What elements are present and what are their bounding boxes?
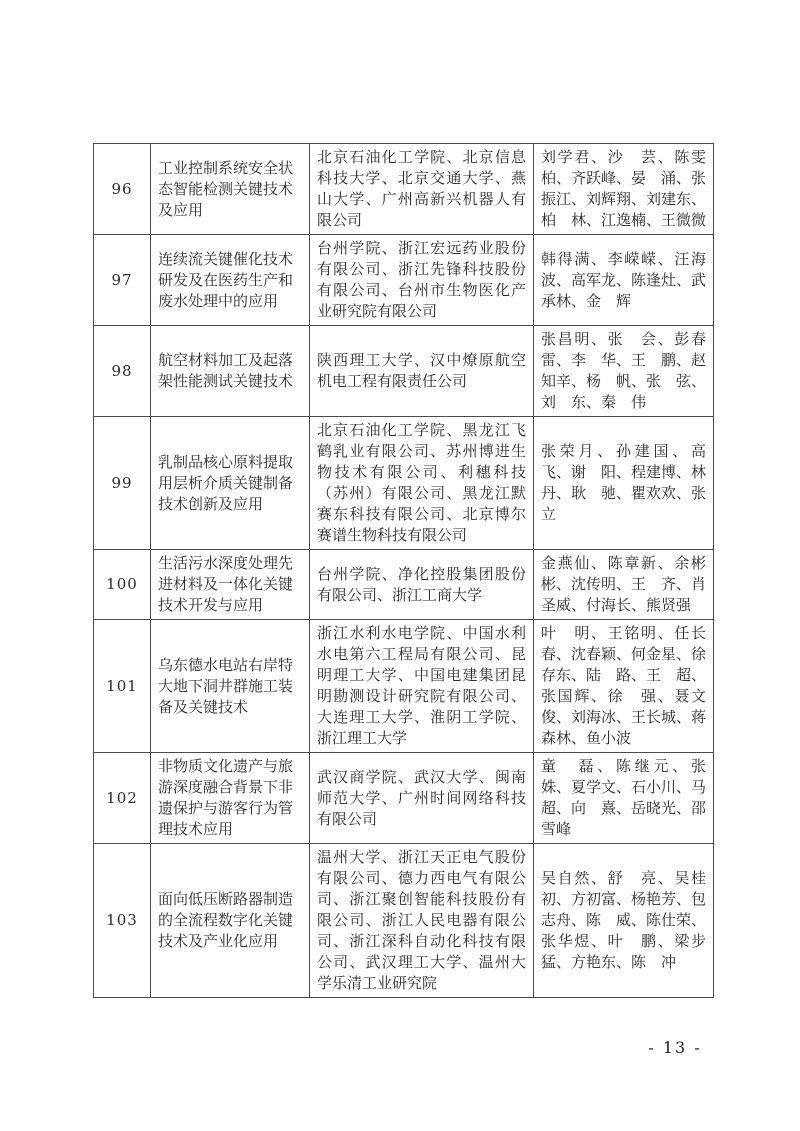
project-awardees: 吴自然、舒 亮、吴桂初、方初富、杨艳芳、包志舟、陈 威、陈仕荣、张华煜、叶 鹏、梁步猛、方艳东、陈 冲 (534, 844, 714, 998)
project-awardees: 张荣月、孙建国、高 飞、谢 阳、程建博、林 丹、耿 驰、瞿欢欢、张 立 (534, 417, 714, 550)
table-row (94, 144, 714, 235)
table-row (94, 235, 714, 326)
project-organizations: 浙江水利水电学院、中国水利水电第六工程局有限公司、昆明理工大学、中国电建集团昆明勘测设计研究院有限公司、大连理工大学、淮阴工学院、浙江理工大学 (310, 620, 534, 753)
row-number: 100 (94, 550, 151, 620)
project-awardees: 刘学君、沙 芸、陈雯柏、齐跃峰、晏 涌、张振江、刘辉翔、刘建东、柏 林、江逸楠、王微微 (534, 144, 714, 235)
project-title: 乌东德水电站右岸特大地下洞井群施工装备及关键技术 (151, 620, 310, 753)
row-number: 97 (94, 235, 151, 326)
project-organizations: 北京石油化工学院、黑龙江飞鹤乳业有限公司、苏州博进生物技术有限公司、利穗科技（苏州）有限公司、黑龙江默赛东科技有限公司、北京博尔赛谱生物科技有限公司 (310, 417, 534, 550)
row-number: 103 (94, 844, 151, 998)
project-title: 面向低压断路器制造的全流程数字化关键技术及产业化应用 (151, 844, 310, 998)
project-title: 乳制品核心原料提取用层析介质关键制备技术创新及应用 (151, 417, 310, 550)
table-row (94, 844, 714, 998)
project-awardees: 张昌明、张 会、彭春雷、李 华、王 鹏、赵知辛、杨 帆、张 弦、刘 东、秦 伟 (534, 326, 714, 417)
table-row (94, 417, 714, 550)
table-row (94, 326, 714, 417)
table-row (94, 620, 714, 753)
project-title: 连续流关键催化技术研发及在医药生产和废水处理中的应用 (151, 235, 310, 326)
page-number: - 13 - (648, 1038, 702, 1057)
row-number: 96 (94, 144, 151, 235)
row-number: 101 (94, 620, 151, 753)
project-title: 非物质文化遗产与旅游深度融合背景下非遗保护与游客行为管理技术应用 (151, 753, 310, 844)
project-awardees: 金燕仙、陈章新、余彬彬、沈传明、王 齐、肖圣威、付海长、熊贤强 (534, 550, 714, 620)
table-row (94, 753, 714, 844)
award-table (93, 143, 722, 998)
table-row (94, 550, 714, 620)
project-title: 工业控制系统安全状态智能检测关键技术及应用 (151, 144, 310, 235)
row-number: 102 (94, 753, 151, 844)
project-organizations: 武汉商学院、武汉大学、闽南师范大学、广州时间网络科技有限公司 (310, 753, 534, 844)
project-organizations: 台州学院、浙江宏远药业股份有限公司、浙江先锋科技股份有限公司、台州市生物医化产业研究院有限公司 (310, 235, 534, 326)
project-awardees: 童 磊、陈继元、张 姝、夏学文、石小川、马 超、向 熹、岳晓光、邵雪峰 (534, 753, 714, 844)
row-number: 98 (94, 326, 151, 417)
project-title: 航空材料加工及起落架性能测试关键技术 (151, 326, 310, 417)
project-organizations: 北京石油化工学院、北京信息科技大学、北京交通大学、燕山大学、广州高新兴机器人有限公司 (310, 144, 534, 235)
project-organizations: 台州学院、净化控股集团股份有限公司、浙江工商大学 (310, 550, 534, 620)
row-number: 99 (94, 417, 151, 550)
project-organizations: 陕西理工大学、汉中燎原航空机电工程有限责任公司 (310, 326, 534, 417)
project-organizations: 温州大学、浙江天正电气股份有限公司、德力西电气有限公司、浙江聚创智能科技股份有限公司、浙江人民电器有限公司、浙江深科自动化科技有限公司、武汉理工大学、温州大学乐清工业研究院 (310, 844, 534, 998)
project-awardees: 叶 明、王铭明、任长春、沈春颖、何金星、徐存东、陆 路、王 超、张国辉、徐 强、聂文俊、刘海冰、王长城、蒋森林、鱼小波 (534, 620, 714, 753)
project-awardees: 韩得满、李嵘嵘、汪海波、高军龙、陈逢灶、武承林、金 辉 (534, 235, 714, 326)
project-title: 生活污水深度处理先进材料及一体化关键技术开发与应用 (151, 550, 310, 620)
